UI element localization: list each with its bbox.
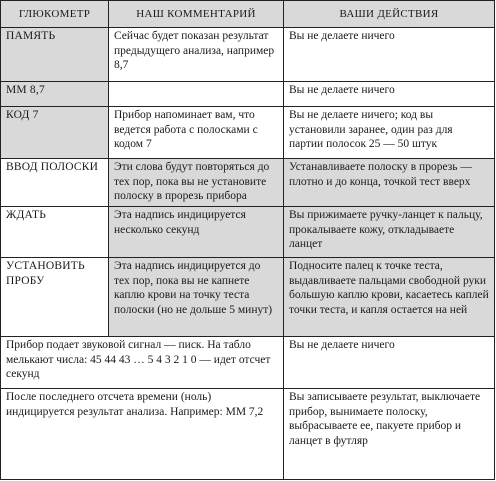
comment-cell: Прибор подает звуковой сигнал — писк. На табло мелькают числа: 45 44 43 … 5 4 3 2 1 0 — идет отсчет секунд — [1, 337, 284, 389]
action-cell: Вы записываете результат, выключаете прибор, вынимаете полоску, выбрасываете ее, пакуете прибор и ланцет в футляр — [284, 389, 495, 480]
comment-cell: Прибор напоминает вам, что ведется работа с полосками с кодом 7 — [109, 107, 284, 159]
action-cell: Подносите палец к точке теста, выдавливаете пальцами свободной руки большую каплю крови, касаетесь каплей точки теста, и капля остается на ней — [284, 258, 495, 337]
table-row — [1, 258, 495, 337]
table-row — [1, 107, 495, 159]
comment-cell: Сейчас будет показан результат предыдущего анализа, например 8,7 — [109, 28, 284, 82]
display-code: ММ 8,7 — [1, 82, 109, 107]
header-comment: НАШ КОММЕНТАРИЙ — [109, 1, 284, 28]
action-cell: Устанавливаете полоску в прорезь — плотно и до конца, точкой тест вверх — [284, 159, 495, 207]
display-code: КОД 7 — [1, 107, 109, 159]
comment-cell: Эти слова будут повторяться до тех пор, пока вы не установите полоску в прорезь прибора — [109, 159, 284, 207]
table-row — [1, 82, 495, 107]
action-cell: Вы не делаете ничего — [284, 337, 495, 389]
display-code: УСТАНОВИТЬ ПРОБУ — [1, 258, 109, 337]
header-row — [1, 1, 495, 28]
display-code: ВВОД ПОЛОСКИ — [1, 159, 109, 207]
header-glucometer: ГЛЮКОМЕТР — [1, 1, 109, 28]
table-row — [1, 337, 495, 389]
action-cell: Вы не делаете ничего — [284, 28, 495, 82]
comment-cell: Эта надпись индицируется несколько секунд — [109, 207, 284, 258]
table-row — [1, 159, 495, 207]
comment-cell: После последнего отсчета времени (ноль) индицируется результат анализа. Например: ММ 7,2 — [1, 389, 284, 480]
comment-cell: Эта надпись индицируется до тех пор, пока вы не капнете каплю крови на точку теста полоски (но не дольше 5 минут) — [109, 258, 284, 337]
table-row — [1, 28, 495, 82]
display-code: ПАМЯТЬ — [1, 28, 109, 82]
header-actions: ВАШИ ДЕЙСТВИЯ — [284, 1, 495, 28]
table-row — [1, 389, 495, 480]
table-row — [1, 207, 495, 258]
display-code: ЖДАТЬ — [1, 207, 109, 258]
action-cell: Вы прижимаете ручку-ланцет к пальцу, прокалываете кожу, откладываете ланцет — [284, 207, 495, 258]
action-cell: Вы не делаете ничего — [284, 82, 495, 107]
comment-cell — [109, 82, 284, 107]
action-cell: Вы не делаете ничего; код вы установили заранее, один раз для партии полосок 25 — 50 штук — [284, 107, 495, 159]
